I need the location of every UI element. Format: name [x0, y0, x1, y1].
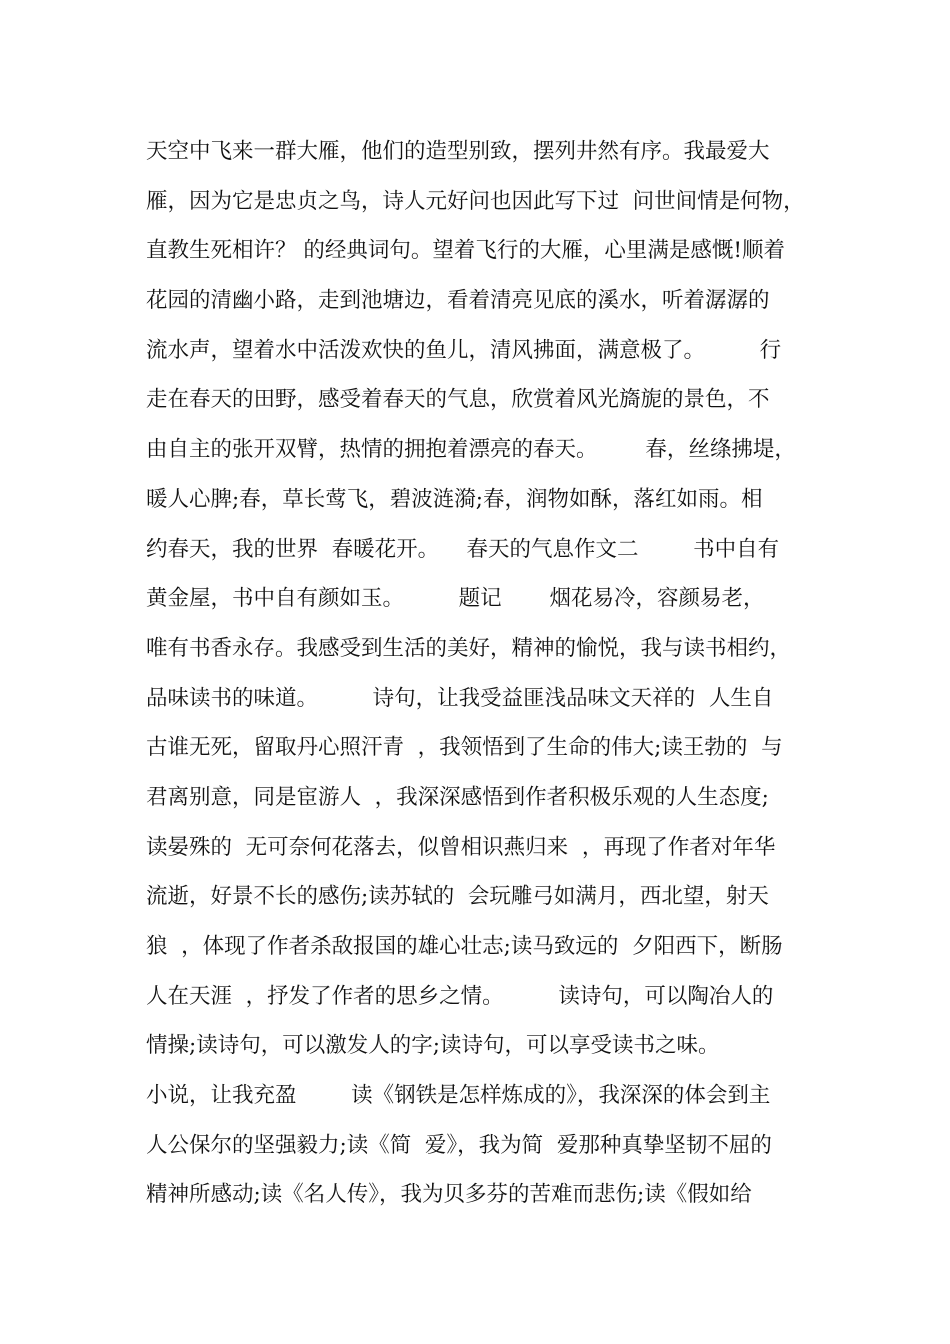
text-line-2: 雁，因为它是忠贞之鸟，诗人元好问也因此写下过 问世间情是何物， [146, 188, 805, 214]
text-line-17: 狼 ，体现了作者杀敌报国的雄心壮志;读马致远的 夕阳西下，断肠 [146, 934, 783, 959]
text-line-7: 由自主的张开双臂，热情的拥抱着漂亮的春天。 春，丝绦拂堤， [146, 437, 796, 463]
body-text [146, 127, 836, 1220]
text-line-8: 暖人心脾;春，草长莺飞，碧波涟漪;春，润物如酥，落红如雨。相 [146, 486, 763, 512]
text-line-22: 精神所感动;读《名人传》，我为贝多芬的苦难而悲伤;读《假如给 [146, 1182, 752, 1208]
text-line-9: 约春天，我的世界 春暖花开。 春天的气息作文二 书中自有 [146, 536, 780, 562]
text-line-20: 小说，让我充盈 读《钢铁是怎样炼成的》，我深深的体会到主 [146, 1083, 771, 1109]
text-line-6: 走在春天的田野，感受着春天的气息，欣赏着风光旖旎的景色，不 [146, 387, 770, 413]
text-line-5: 流水声，望着水中活泼欢快的鱼儿，清风拂面，满意极了。 行 [146, 337, 782, 363]
text-line-18: 人在天涯 ，抒发了作者的思乡之情。 读诗句，可以陶冶人的 [146, 983, 774, 1009]
text-line-1: 天空中飞来一群大雁，他们的造型别致，摆列井然有序。我最爱大 [146, 139, 770, 164]
text-line-3: 直教生死相许？ 的经典词句。望着飞行的大雁，心里满是感慨!顺着 [146, 238, 785, 264]
text-line-4: 花园的清幽小路，走到池塘边，看着清亮见底的溪水，听着潺潺的 [146, 288, 770, 314]
text-line-14: 君离别意，同是宦游人 ，我深深感悟到作者积极乐观的人生态度; [146, 784, 769, 810]
text-line-19: 情操;读诗句，可以激发人的字;读诗句，可以享受读书之味。 [146, 1033, 720, 1059]
text-line-15: 读晏殊的 无可奈何花落去，似曾相识燕归来 ，再现了作者对年华 [146, 834, 776, 860]
text-line-11: 唯有书香永存。我感受到生活的美好，精神的愉悦，我与读书相约， [146, 635, 792, 661]
text-line-16: 流逝，好景不长的感伤;读苏轼的 会玩雕弓如满月，西北望，射天 [146, 884, 769, 910]
text-line-10: 黄金屋，书中自有颜如玉。 题记 烟花易冷，容颜易老， [146, 586, 765, 612]
text-line-21: 人公保尔的坚强毅力;读《简 爱》，我为简 爱那种真挚坚韧不屈的 [146, 1132, 772, 1158]
text-line-13: 古谁无死，留取丹心照汗青 ，我领悟到了生命的伟大;读王勃的 与 [146, 735, 783, 761]
text-line-12: 品味读书的味道。 诗句，让我受益匪浅品味文天祥的 人生自 [146, 685, 774, 711]
